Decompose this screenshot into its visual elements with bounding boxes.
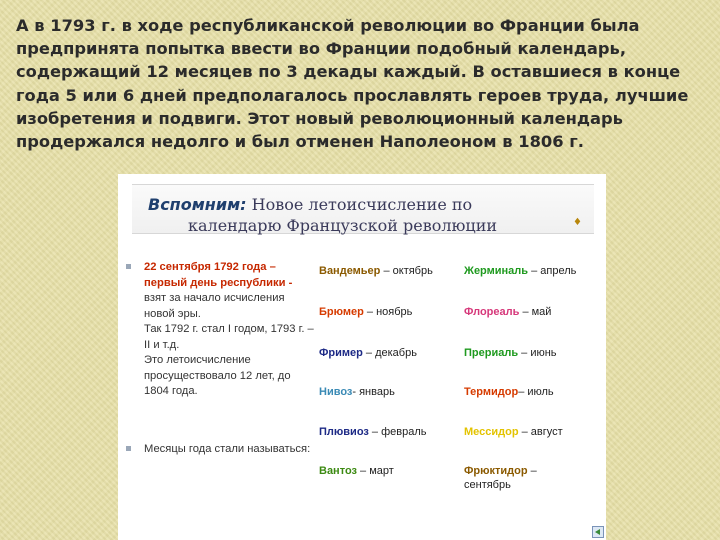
month-equivalent: – октябрь: [380, 265, 433, 277]
month-nivose: [319, 385, 395, 399]
bullet-month-names: [124, 442, 314, 458]
month-equivalent: – февраль: [368, 426, 427, 438]
first-day-text: 22 сентября 1792 года – первый день республики -: [144, 261, 293, 289]
month-intro-text: Месяцы года стали называться:: [144, 442, 311, 455]
month-equivalent: – июль: [518, 386, 554, 398]
month-name: Нивоз: [319, 386, 353, 398]
month-equivalent: – март: [357, 465, 394, 477]
month-thermidor: [464, 385, 554, 399]
title-rest: Новое летоисчисление по: [246, 195, 473, 214]
slide-header: [132, 184, 594, 234]
month-name: Термидор: [464, 386, 519, 398]
month-equivalent: – ноябрь: [363, 306, 413, 318]
month-equivalent: – апрель: [528, 265, 577, 277]
month-name: Вантоз: [319, 465, 357, 477]
month-name: Мессидор: [464, 426, 519, 438]
month-equivalent: – декабрь: [362, 347, 417, 359]
month-germinal: [464, 264, 576, 278]
month-name: Прериаль: [464, 347, 519, 359]
bullet-first-day: [124, 260, 314, 322]
month-equivalent: - январь: [352, 386, 395, 398]
duration-paragraph: Это летоисчисление просуществовало 12 лет, до 1804 года.: [144, 354, 291, 397]
title-mark: ♦: [573, 217, 582, 228]
slide-title-line2: календарю Французской революции: [188, 216, 498, 235]
intro-paragraph: А в 1793 г. в ходе республиканской революции во Франции была предпринята попытка ввести во Франции подобный календарь, содержащий 12 месяцев по 3 декады каждый. В оставшиеся в конце года 5 или 6 дней предполагалось прославлять героев труда, лучшие изобретения и подвиги. Этот новый революционный календарь продержался недолго и был отменен Наполеоном в 1806 г.: [16, 16, 689, 152]
month-name: Фример: [319, 347, 363, 359]
back-arrow-icon[interactable]: [592, 526, 604, 538]
square-bullet-icon: [126, 446, 131, 451]
month-name: Жерминаль: [464, 265, 529, 277]
month-messidor: [464, 425, 563, 439]
month-name: Плювиоз: [319, 426, 369, 438]
square-bullet-icon: [126, 264, 131, 269]
month-equivalent: – июнь: [518, 347, 557, 359]
calendar-slide: [118, 174, 606, 540]
month-equivalent: – август: [518, 426, 563, 438]
new-era-text: взят за начало исчисления новой эры.: [144, 292, 285, 320]
month-prairial: [464, 346, 557, 360]
left-column: [124, 260, 314, 457]
years-paragraph: Так 1792 г. стал I годом, 1793 г. – II и т.д.: [144, 323, 314, 351]
month-frimaire: [319, 346, 417, 360]
month-equivalent-cont: сентябрь: [464, 479, 511, 491]
month-vendemiaire: [319, 264, 433, 278]
title-lead: Вспомним:: [148, 195, 247, 214]
month-name: Вандемьер: [319, 265, 381, 277]
month-name: Флореаль: [464, 306, 520, 318]
month-name: Брюмер: [319, 306, 364, 318]
month-ventose: [319, 464, 394, 478]
month-floreal: [464, 305, 551, 319]
slide-title-line1: [148, 195, 472, 214]
month-brumaire: [319, 305, 412, 319]
month-pluviose: [319, 425, 427, 439]
month-fructidor: [464, 464, 537, 492]
month-equivalent: –: [527, 465, 537, 477]
month-name: Фрюктидор: [464, 465, 528, 477]
month-equivalent: – май: [519, 306, 552, 318]
